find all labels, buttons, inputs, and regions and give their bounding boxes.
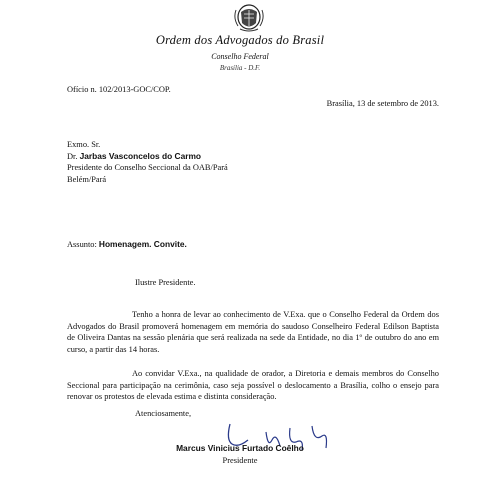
subject-text: Homenagem. Convite. xyxy=(98,239,187,249)
letterhead-city: Brasília - D.F. xyxy=(219,64,261,72)
signer-title: Presidente xyxy=(222,456,258,465)
recipient-location: Belém/Pará xyxy=(67,174,107,184)
recipient-block xyxy=(67,139,228,185)
recipient-title-prefix: Dr. xyxy=(67,151,78,161)
subject-label: Assunto: xyxy=(67,240,97,249)
recipient-honorific: Exmo. Sr. xyxy=(67,140,101,149)
recipient-position: Presidente do Conselho Seccional da OAB/Pará xyxy=(67,163,228,173)
recipient-name-line xyxy=(67,151,228,163)
letterhead-council: Conselho Federal xyxy=(211,52,269,61)
signer-name: Marcus Vinicius Furtado Coêlho xyxy=(176,443,304,453)
closing: Atenciosamente, xyxy=(135,409,192,418)
recipient-name: Jarbas Vasconcelos do Carmo xyxy=(79,150,202,161)
body-paragraph-1: Tenho a honra de levar ao conhecimento de V.Exa. que o Conselho Federal da Ordem dos Advogados do Brasil promoverá homenagem em memória do saudoso Conselheiro Federal Edilson Baptista de Oliveira Dantas na sessão plenária que será realizada na sede da Entidade, no dia 1º de outubro do ano em curso, a partir das 14 horas. xyxy=(67,310,439,354)
letterhead-org-name: Ordem dos Advogados do Brasil xyxy=(155,33,325,47)
letter-place-date: Brasília, 13 de setembro de 2013. xyxy=(326,99,439,108)
coat-of-arms-seal xyxy=(232,2,266,34)
letter-reference: Ofício n. 102/2013-GOC/COP. xyxy=(67,85,171,94)
body-paragraph-2: Ao convidar V.Exa., na qualidade de orador, a Diretoria e demais membros do Conselho Seccional para participação na cerimônia, caso seja possível o deslocamento a Brasília, colho o ensejo para renovar os protestos de elevada estima e distinta consideração. xyxy=(67,369,439,402)
subject-line xyxy=(67,239,187,251)
salutation: Ilustre Presidente. xyxy=(135,278,196,287)
